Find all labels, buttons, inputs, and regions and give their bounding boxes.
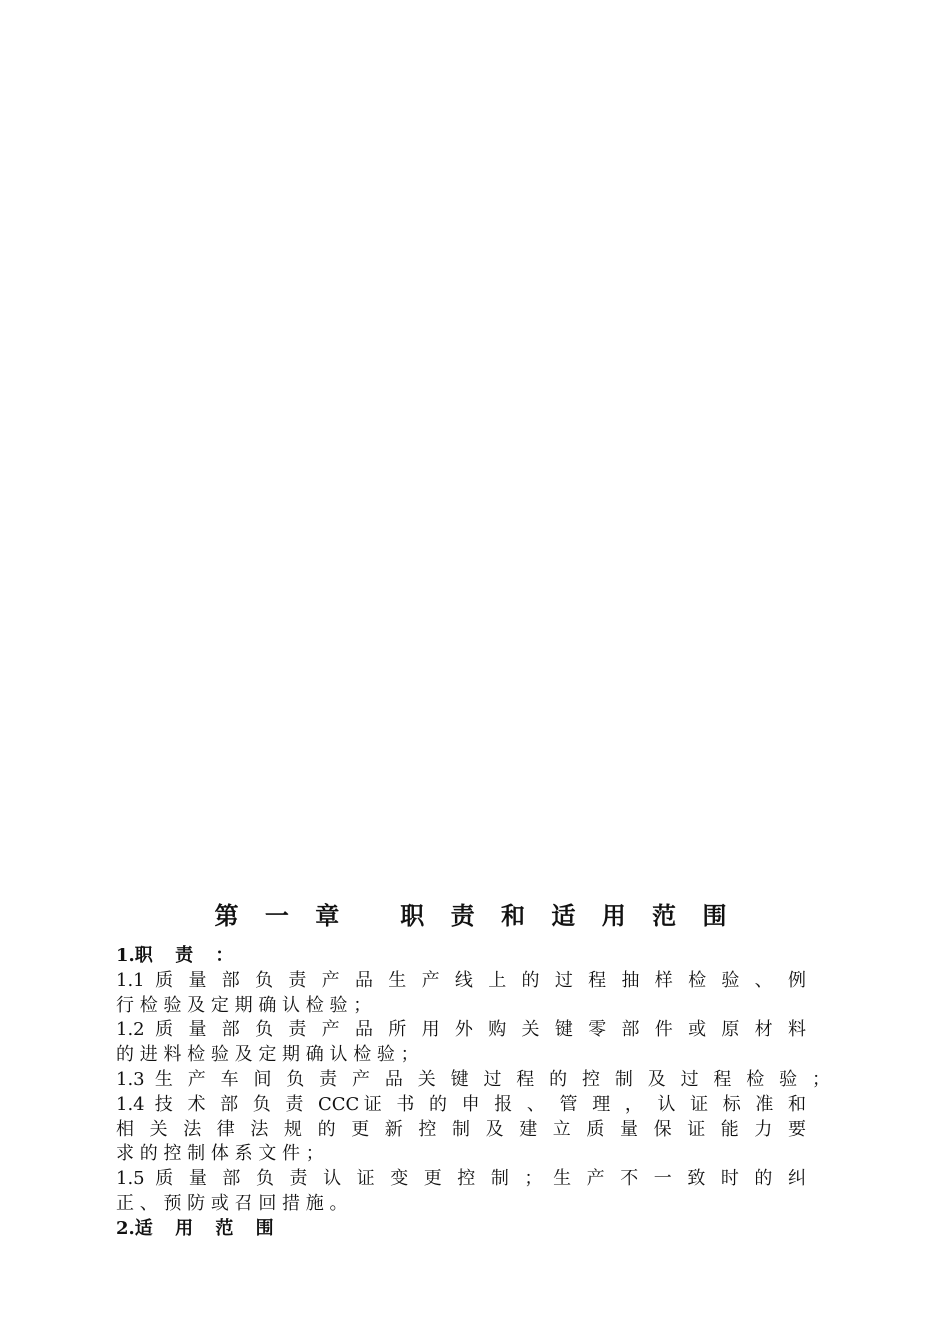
section-number: 2. [116, 1217, 135, 1239]
paragraph-line: 1.2 质 量 部 负 责 产 品 所 用 外 购 关 键 零 部 件 或 原 材 料 [116, 1019, 806, 1041]
section-heading-scope [116, 1217, 836, 1242]
section-title: 职 责 ： [134, 945, 242, 966]
section-heading-responsibilities [116, 944, 836, 969]
paragraph-line: 1.4 技 术 部 负 责 CCC证 书 的 申 报 、 管 理 ， 认 证 标 准 和 [116, 1093, 806, 1115]
section-title: 适 用 范 围 [134, 1217, 282, 1239]
paragraph-line: 行 检 验 及 定 期 确 认 检 验 ； [116, 994, 372, 1016]
paragraph-line: 1.5 质 量 部 负 责 认 证 变 更 控 制 ； 生 产 不 一 致 时 的 纠 [116, 1168, 806, 1190]
paragraph-line: 正 、 预 防 或 召 回 措 施 。 [116, 1192, 348, 1214]
paragraph-line: 求 的 控 制 体 系 文 件 ； [116, 1143, 324, 1165]
chapter-title: 第 一 章 职 责 和 适 用 范 围 [214, 901, 736, 930]
section-number: 1. [116, 945, 135, 966]
document-body [116, 944, 836, 1242]
paragraph-line: 的 进 料 检 验 及 定 期 确 认 检 验 ； [116, 1044, 419, 1066]
paragraph-line: 1.1 质 量 部 负 责 产 品 生 产 线 上 的 过 程 抽 样 检 验 、 例 [116, 969, 806, 991]
paragraph-line: 1.3 生 产 车 间 负 责 产 品 关 键 过 程 的 控 制 及 过 程 检 验 ； [116, 1068, 830, 1090]
paragraph-line: 相 关 法 律 法 规 的 更 新 控 制 及 建 立 质 量 保 证 能 力 要 [116, 1118, 806, 1140]
